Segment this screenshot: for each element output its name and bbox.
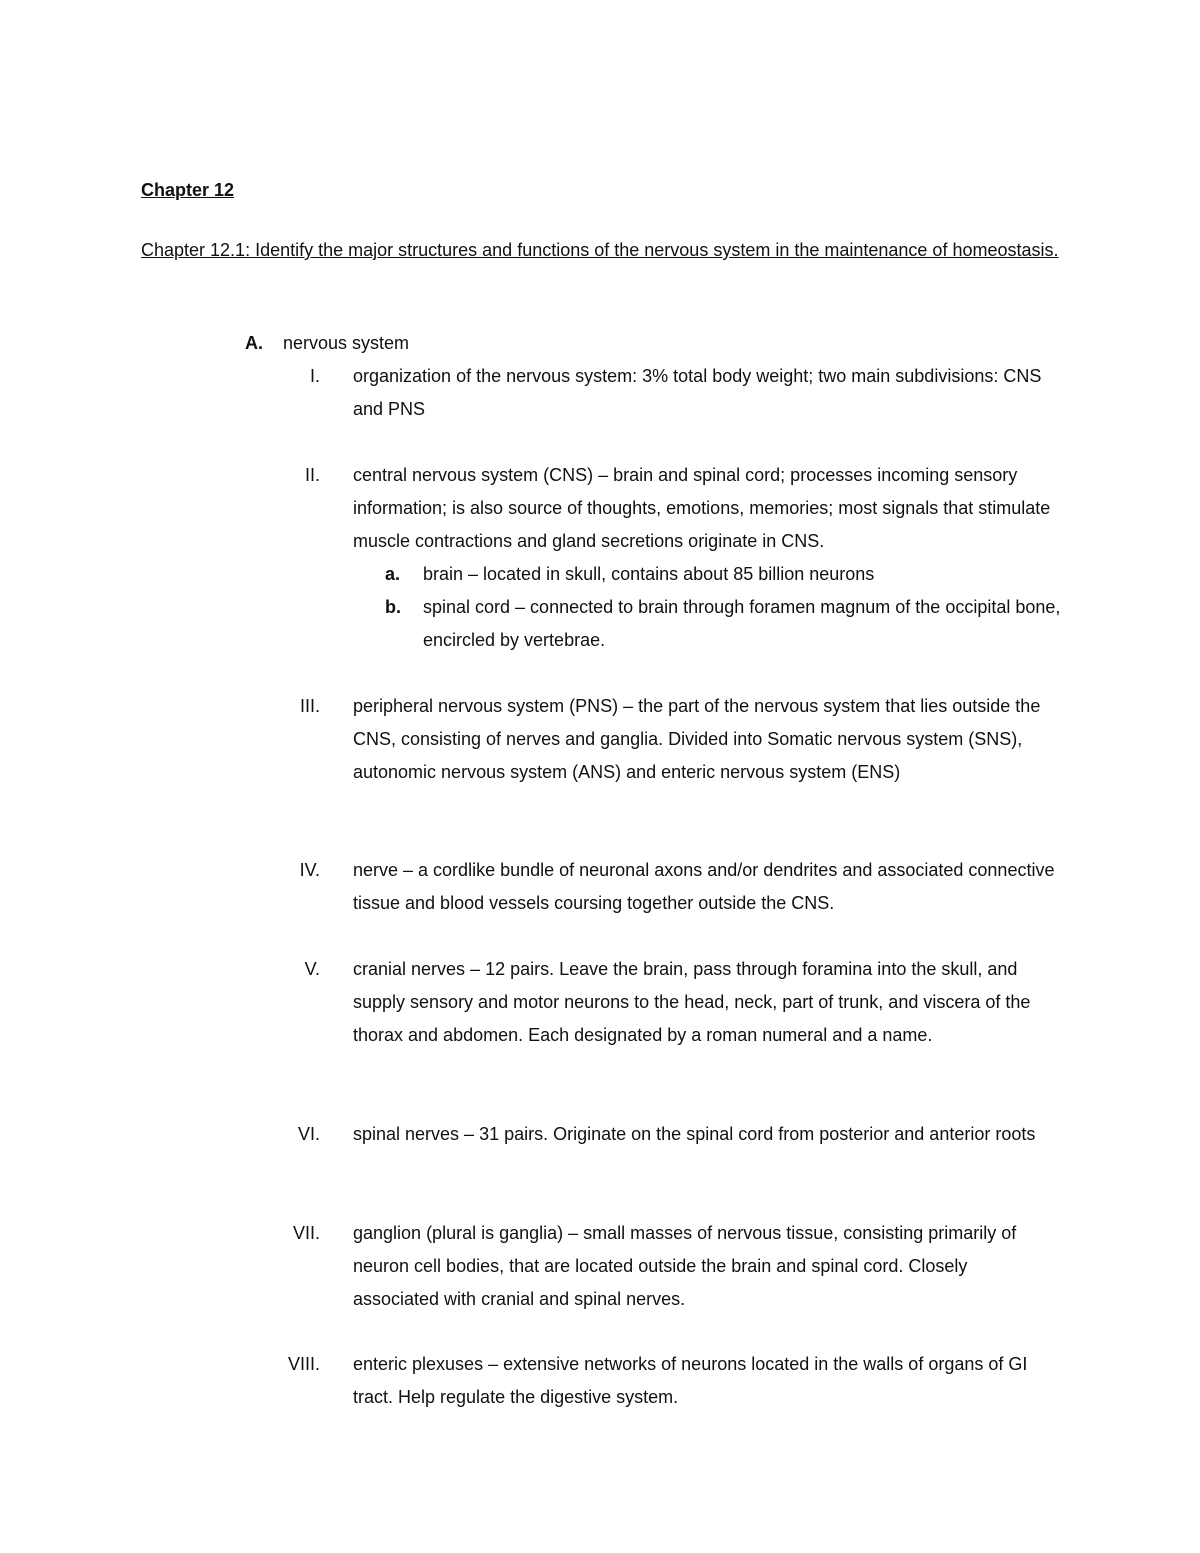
item-text: peripheral nervous system (PNS) – the part of the nervous system that lies outside the CNS, consisting of nerves and ganglia. Divided into Somatic nervous system (SNS), autonomic nervous system (ANS) and enteric nervous system (ENS) bbox=[353, 696, 1041, 782]
item-text: cranial nerves – 12 pairs. Leave the brain, pass through foramina into the skull, and supply sensory and motor neurons to the head, neck, part of trunk, and viscera of the thorax and abdomen. Each designated by a roman numeral and a name. bbox=[353, 959, 1031, 1045]
item-text: organization of the nervous system: 3% total body weight; two main subdivisions: CNS and PNS bbox=[353, 366, 1042, 419]
item-numeral: IV. bbox=[299, 860, 320, 880]
sub-item-text: brain – located in skull, contains about 85 billion neurons bbox=[423, 564, 875, 584]
item-numeral: VIII. bbox=[287, 1354, 320, 1374]
chapter-subheading: Chapter 12.1: Identify the major structures and functions of the nervous system in the maintenance of homeostasis. bbox=[141, 240, 1059, 260]
item-numeral: VI. bbox=[297, 1124, 320, 1144]
sub-item-text: spinal cord – connected to brain through foramen magnum of the occipital bone, encircled by vertebrae. bbox=[423, 597, 1061, 650]
item-numeral: I. bbox=[309, 366, 320, 386]
section-marker: A. bbox=[245, 333, 263, 353]
item-numeral: II. bbox=[304, 465, 320, 485]
item-text: spinal nerves – 31 pairs. Originate on the spinal cord from posterior and anterior roots bbox=[353, 1124, 1036, 1144]
item-numeral: V. bbox=[304, 959, 320, 979]
item-text: central nervous system (CNS) – brain and spinal cord; processes incoming sensory information; is also source of thoughts, emotions, memories; most signals that stimulate muscle contractions and gland secretions originate in CNS. bbox=[353, 465, 1051, 551]
section-a bbox=[245, 327, 409, 360]
item-text: nerve – a cordlike bundle of neuronal axons and/or dendrites and associated connective tissue and blood vessels coursing together outside the CNS. bbox=[353, 860, 1055, 913]
section-title: nervous system bbox=[283, 333, 410, 353]
item-text: enteric plexuses – extensive networks of neurons located in the walls of organs of GI tract. Help regulate the digestive system. bbox=[353, 1354, 1028, 1407]
chapter-heading: Chapter 12 bbox=[141, 180, 235, 200]
item-numeral: VII. bbox=[292, 1223, 320, 1243]
item-text: ganglion (plural is ganglia) – small masses of nervous tissue, consisting primarily of neuron cell bodies, that are located outside the brain and spinal cord. Closely associated with cranial and spinal nerves. bbox=[353, 1223, 1017, 1309]
sub-item-letter: a. bbox=[385, 564, 401, 584]
item-numeral: III. bbox=[299, 696, 320, 716]
sub-item-letter: b. bbox=[385, 597, 401, 617]
